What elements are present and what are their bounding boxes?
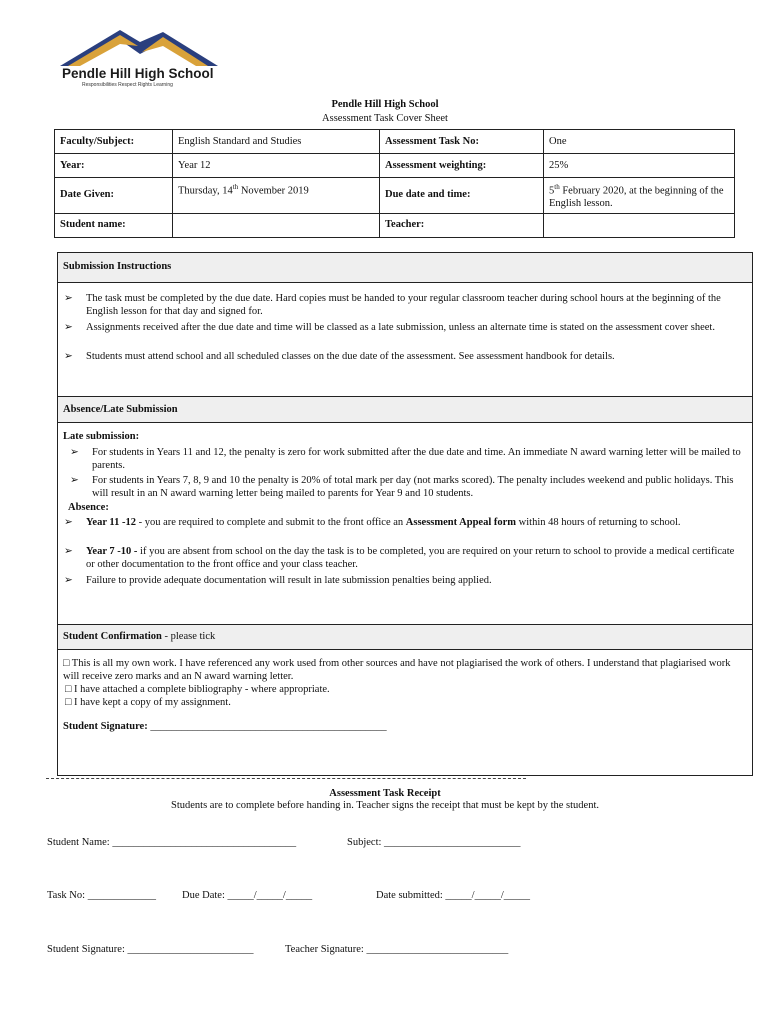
absence-heading: Absence/Late Submission [58, 396, 752, 423]
receipt-subtitle: Students are to complete before handing in. Teacher signs the receipt that must be kept by the student. [171, 800, 599, 811]
receipt-student-name-label: Student Name: [47, 837, 110, 848]
school-logo [58, 26, 228, 90]
arrow-bullet-icon: ➢ [64, 517, 73, 528]
list-item: ➢ Students must attend school and all scheduled classes on the due date of the assessment. See assessment handbook for details. [64, 351, 615, 362]
date-given-value: Thursday, 14th November 2019 [173, 178, 380, 214]
list-item: ➢ Year 11 -12 - you are required to complete and submit to the front office an Assessment Appeal form within 48 hours of returning to school. [64, 517, 681, 528]
teacher-label: Teacher: [380, 213, 544, 237]
list-item: ➢ For students in Years 11 and 12, the penalty is zero for work submitted after the due date and time. An immediate N award warning letter will be mailed to parents. [70, 447, 741, 471]
due-date-value: 5th February 2020, at the beginning of the English lesson. [544, 178, 735, 214]
task-no-label: Assessment Task No: [380, 130, 544, 154]
receipt-teacher-signature-label: Teacher Signature: [285, 944, 364, 955]
logo-motto: Responsibilities Respect Rights Learning [82, 82, 173, 88]
teacher-field[interactable] [544, 213, 735, 237]
mountain-logo-icon [58, 26, 223, 70]
submission-heading: Submission Instructions [58, 253, 752, 283]
due-date-label: Due date and time: [380, 178, 544, 214]
receipt-task-no-row [47, 890, 156, 901]
receipt-subject-field[interactable]: __________________________ [384, 837, 521, 848]
confirm-checkbox-bibliography[interactable]: □ I have attached a complete bibliography - where appropriate. [65, 684, 330, 695]
instructions-box [57, 252, 753, 776]
student-name-field[interactable] [173, 213, 380, 237]
arrow-bullet-icon: ➢ [70, 475, 79, 486]
student-signature-field[interactable]: _____________________________________________ [150, 721, 387, 732]
absence-subheading: Absence: [68, 502, 109, 513]
receipt-due-date-row [182, 890, 312, 901]
student-signature-label: Student Signature: [63, 721, 148, 732]
year-value: Year 12 [173, 154, 380, 178]
receipt-due-date-field[interactable]: _____/_____/_____ [227, 890, 313, 901]
receipt-student-signature-row [47, 944, 254, 955]
arrow-bullet-icon: ➢ [64, 293, 73, 304]
confirm-checkbox-copy[interactable]: □ I have kept a copy of my assignment. [65, 697, 231, 708]
cut-line [46, 778, 526, 779]
task-info-table [54, 129, 735, 238]
arrow-bullet-icon: ➢ [64, 575, 73, 586]
faculty-value: English Standard and Studies [173, 130, 380, 154]
student-signature-row [63, 720, 387, 733]
document-title: Pendle Hill High School [331, 99, 439, 110]
arrow-bullet-icon: ➢ [64, 351, 73, 362]
weighting-value: 25% [544, 154, 735, 178]
receipt-task-no-label: Task No: [47, 890, 86, 901]
confirm-checkbox-own-work[interactable]: □ This is all my own work. I have referenced any work used from other sources and have not plagiarised the work of others. I understand that plagiarised work will receive zero marks and an N award warning letter. [63, 658, 731, 682]
receipt-task-no-field[interactable]: _____________ [87, 890, 156, 901]
receipt-date-submitted-row [376, 890, 530, 901]
list-item: ➢ Failure to provide adequate documentation will result in late submission penalties being applied. [64, 575, 492, 586]
confirmation-heading: Student Confirmation - please tick [58, 624, 752, 650]
receipt-due-date-label: Due Date: [182, 890, 225, 901]
weighting-label: Assessment weighting: [380, 154, 544, 178]
receipt-teacher-signature-field[interactable]: ___________________________ [366, 944, 509, 955]
list-item: ➢ Assignments received after the due date and time will be classed as a late submission, unless an alternate time is stated on the assessment cover sheet. [64, 322, 715, 333]
document-subtitle: Assessment Task Cover Sheet [322, 113, 448, 124]
late-submission-heading: Late submission: [63, 431, 140, 442]
receipt-date-submitted-field[interactable]: _____/_____/_____ [445, 890, 530, 901]
receipt-date-submitted-label: Date submitted: [376, 890, 443, 901]
task-no-value: One [544, 130, 735, 154]
list-item: ➢ Year 7 -10 - if you are absent from school on the day the task is to be completed, you are required on your return to school to provide a medical certificate or other documentation to the front office and your class teacher. [64, 546, 735, 570]
faculty-label: Faculty/Subject: [55, 130, 173, 154]
receipt-subject-row [347, 837, 521, 848]
student-name-label: Student name: [55, 213, 173, 237]
receipt-student-signature-label: Student Signature: [47, 944, 125, 955]
receipt-teacher-signature-row [285, 944, 508, 955]
receipt-student-name-field[interactable]: ___________________________________ [112, 837, 297, 848]
arrow-bullet-icon: ➢ [70, 447, 79, 458]
receipt-student-name-row [47, 837, 296, 848]
date-given-label: Date Given: [55, 178, 173, 214]
list-item: ➢ The task must be completed by the due date. Hard copies must be handed to your regular classroom teacher during school hours at the beginning of the English lesson for that day and signed for. [64, 293, 721, 317]
arrow-bullet-icon: ➢ [64, 322, 73, 333]
arrow-bullet-icon: ➢ [64, 546, 73, 557]
receipt-title: Assessment Task Receipt [329, 788, 441, 799]
logo-school-name: Pendle Hill High School [62, 66, 214, 81]
receipt-student-signature-field[interactable]: ________________________ [127, 944, 254, 955]
year-label: Year: [55, 154, 173, 178]
receipt-subject-label: Subject: [347, 837, 382, 848]
list-item: ➢ For students in Years 7, 8, 9 and 10 the penalty is 20% of total mark per day (not marks scored). The penalty includes weekend and public holidays. This will result in an N award warning letter being mailed to parents for Year 9 and 10 students. [70, 475, 734, 499]
